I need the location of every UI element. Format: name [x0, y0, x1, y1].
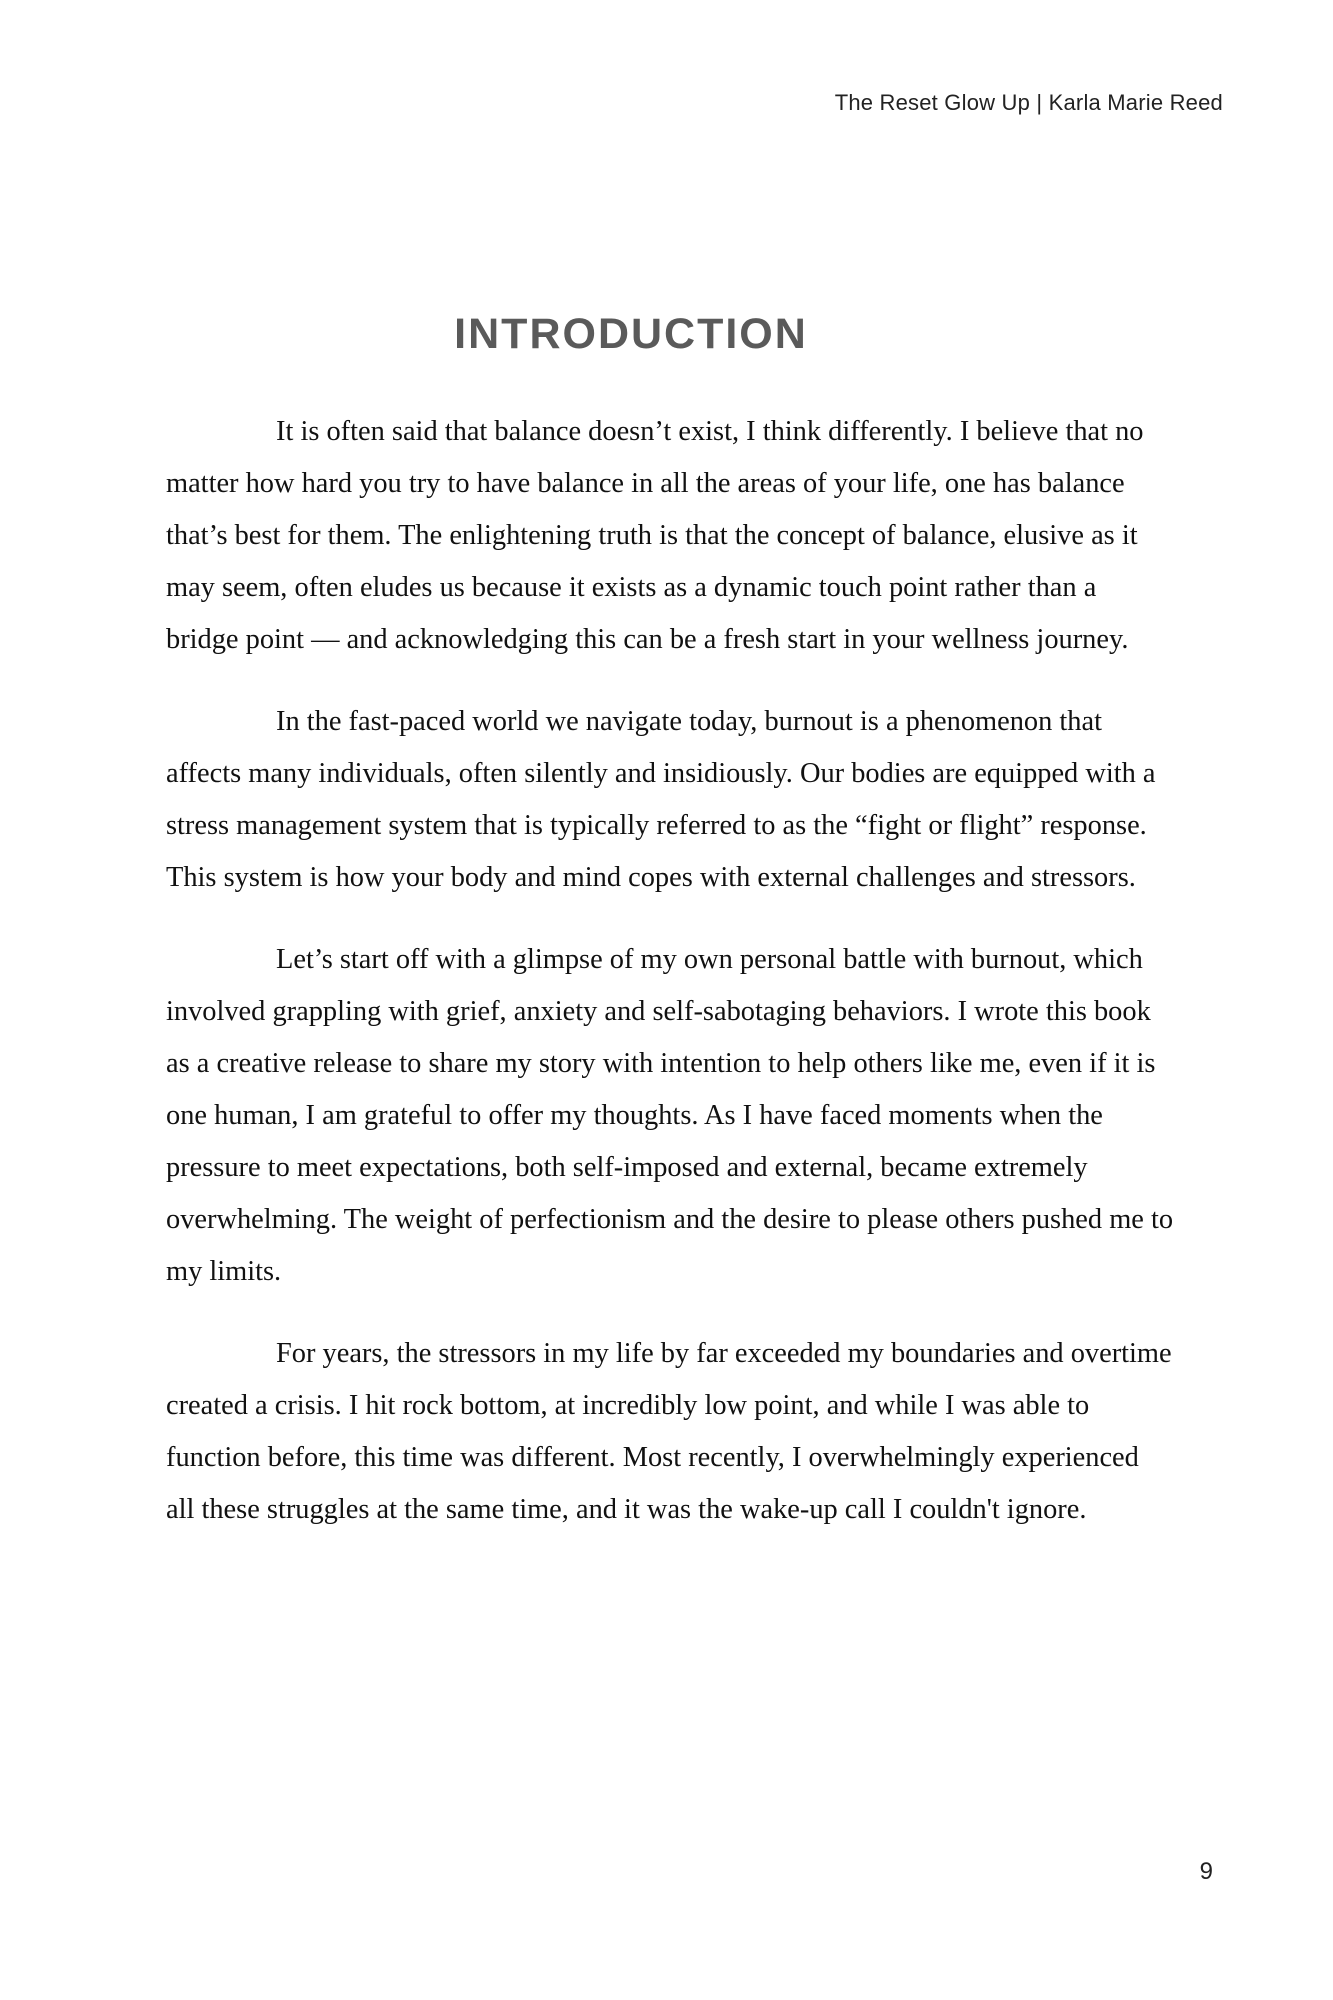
running-header: The Reset Glow Up | Karla Marie Reed — [834, 90, 1223, 115]
paragraph: In the fast-paced world we navigate today, burnout is a phenomenon that affects many individuals, often silently and insidiously. Our bodies are equipped with a stress management system that is typically referred to as the “fight or flight” response. This system is how your body and mind copes with external challenges and stressors. — [166, 706, 1156, 893]
body-text — [166, 406, 1174, 1536]
page-number: 9 — [1199, 1858, 1213, 1885]
paragraph: Let’s start off with a glimpse of my own personal battle with burnout, which involved grappling with grief, anxiety and self-sabotaging behaviors. I wrote this book as a creative release to share my story with intention to help others like me, even if it is one human, I am grateful to offer my thoughts. As I have faced moments when the pressure to meet expectations, both self-imposed and external, became extremely overwhelming. The weight of perfectionism and the desire to please others pushed me to my limits. — [166, 944, 1174, 1287]
chapter-title: INTRODUCTION — [454, 310, 808, 358]
paragraph: It is often said that balance doesn’t exist, I think differently. I believe that no matter how hard you try to have balance in all the areas of your life, one has balance that’s best for them. The enlightening truth is that the concept of balance, elusive as it may seem, often eludes us because it exists as a dynamic touch point rather than a bridge point — and acknowledging this can be a fresh start in your wellness journey. — [166, 416, 1144, 655]
paragraph: For years, the stressors in my life by far exceeded my boundaries and overtime created a crisis. I hit rock bottom, at incredibly low point, and while I was able to function before, this time was different. Most recently, I overwhelmingly experienced all these struggles at the same time, and it was the wake-up call I couldn't ignore. — [166, 1338, 1172, 1525]
